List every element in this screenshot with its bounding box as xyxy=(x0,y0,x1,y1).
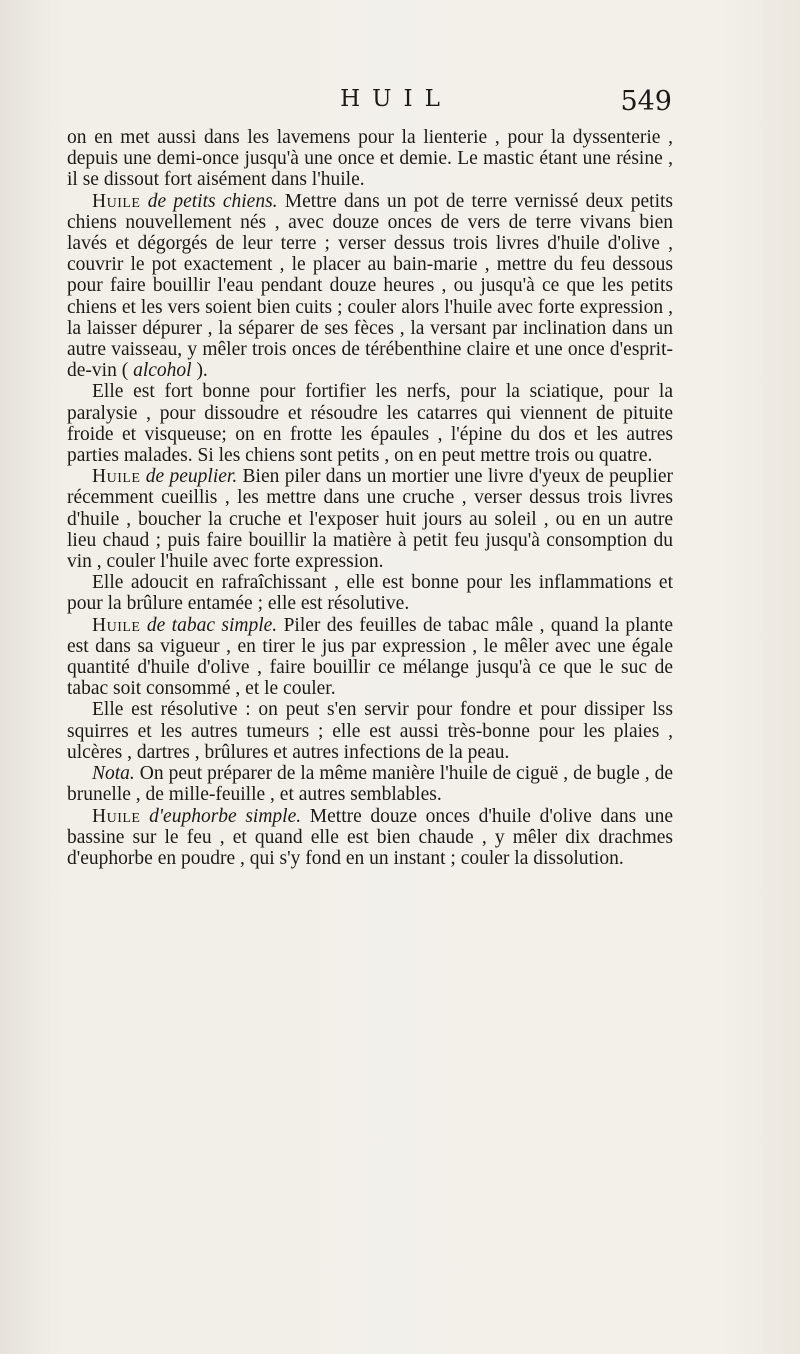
entry-text: Mettre dans un pot de terre vernissé deux petits chiens nouvellement nés , avec douze onces de vers de terre vivans bien lavés et dégorgés de leur terre ; verser dessus trois livres d'huile d'olive , couvrir le pot exactement , le placer au bain-marie , mettre du feu dessous pour faire bouillir l'eau pendant douze heures , ou jusqu'à ce que les petits chiens et les vers soient bien cuits ; couler alors l'huile avec forte expression , la laisser dépurer , la séparer de ses fèces , la versant par inclination dans un autre vaisseau, y mêler trois onces de térébenthine claire et une once d'esprit-de-vin ( xyxy=(67,190,674,382)
page-number: 549 xyxy=(620,86,672,117)
entry-name: de petits chiens. xyxy=(147,190,278,212)
entry-text: Bien piler dans un mortier une livre d'yeux de peuplier récemment cueillis , les mettre dans une cruche , verser dessus trois livres d'huile , boucher la cruche et l'exposer huit jours au soleil , ou en un autre lieu chaud ; puis faire bouillir la matière à petit feu jusqu'à consomption du vin , couler l'huile avec forte expression. xyxy=(67,466,674,573)
entry-text: Piler des feuilles de tabac mâle , quand la plante est dans sa vigueur , en tirer le jus par expression , le mêler avec une égale quantité d'huile d'olive , faire bouillir ce mélange jusqu'à ce que le suc de tabac soit consommé , et le couler. xyxy=(67,614,674,700)
entry-name: d'euphorbe simple. xyxy=(149,805,302,827)
entry-text: Mettre douze onces d'huile d'olive dans une bassine sur le feu , et quand elle est bien chaude , y mêler dix drachmes d'euphorbe en poudre , qui s'y fond en un instant ; couler la dissolution. xyxy=(67,805,674,869)
entry-head: Huile xyxy=(92,614,141,636)
entry-huile-tabac xyxy=(67,615,673,700)
entry-italic-term: alcohol xyxy=(133,360,192,382)
entry-huile-euphorbe xyxy=(67,806,673,870)
paragraph-text: Elle est résolutive : on peut s'en servir pour fondre et pour dissiper lss squirres et les autres tumeurs ; elle est aussi très-bonne pour les plaies , ulcères , dartres , brûlures et autres infections de la peau. xyxy=(67,699,673,763)
nota-paragraph xyxy=(67,763,673,805)
paragraph-text: Elle adoucit en rafraîchissant , elle est bonne pour les inflammations et pour la brûlure entamée ; elle est résolutive. xyxy=(67,572,673,615)
entry-head: Huile xyxy=(92,466,141,488)
paragraph-text: on en met aussi dans les lavemens pour la lienterie , pour la dyssenterie , depuis une demi-once jusqu'à une once et demie. Le mastic étant une résine , il se dissout fort aisément dans l'huile. xyxy=(67,127,673,191)
entry-head: Huile xyxy=(92,805,141,827)
entry-name: de tabac simple. xyxy=(146,614,278,636)
entry-head: Huile xyxy=(92,190,141,212)
paragraph-text: Elle est fort bonne pour fortifier les nerfs, pour la sciatique, pour la paralysie , pour dissoudre et résoudre les catarres qui viennent de pituite froide et visqueuse; on en frotte les épaules , l'épine du dos et les autres parties malades. Si les chiens sont petits , on en peut mettre trois ou quatre. xyxy=(67,381,673,467)
paragraph xyxy=(67,572,673,614)
body-text xyxy=(67,127,673,869)
nota-label: Nota. xyxy=(92,763,135,785)
entry-huile-petits-chiens xyxy=(67,191,673,382)
entry-name: de peuplier. xyxy=(145,466,238,488)
entry-tail: ). xyxy=(191,360,208,382)
paragraph-continuation xyxy=(67,127,673,191)
page-header xyxy=(60,86,672,122)
nota-text: On peut préparer de la même manière l'huile de ciguë , de bugle , de brunelle , de mille-feuille , et autres semblables. xyxy=(67,763,673,806)
entry-huile-peuplier xyxy=(67,466,673,572)
paragraph xyxy=(67,381,673,466)
paragraph xyxy=(67,699,673,763)
running-title: HUIL xyxy=(340,86,452,112)
